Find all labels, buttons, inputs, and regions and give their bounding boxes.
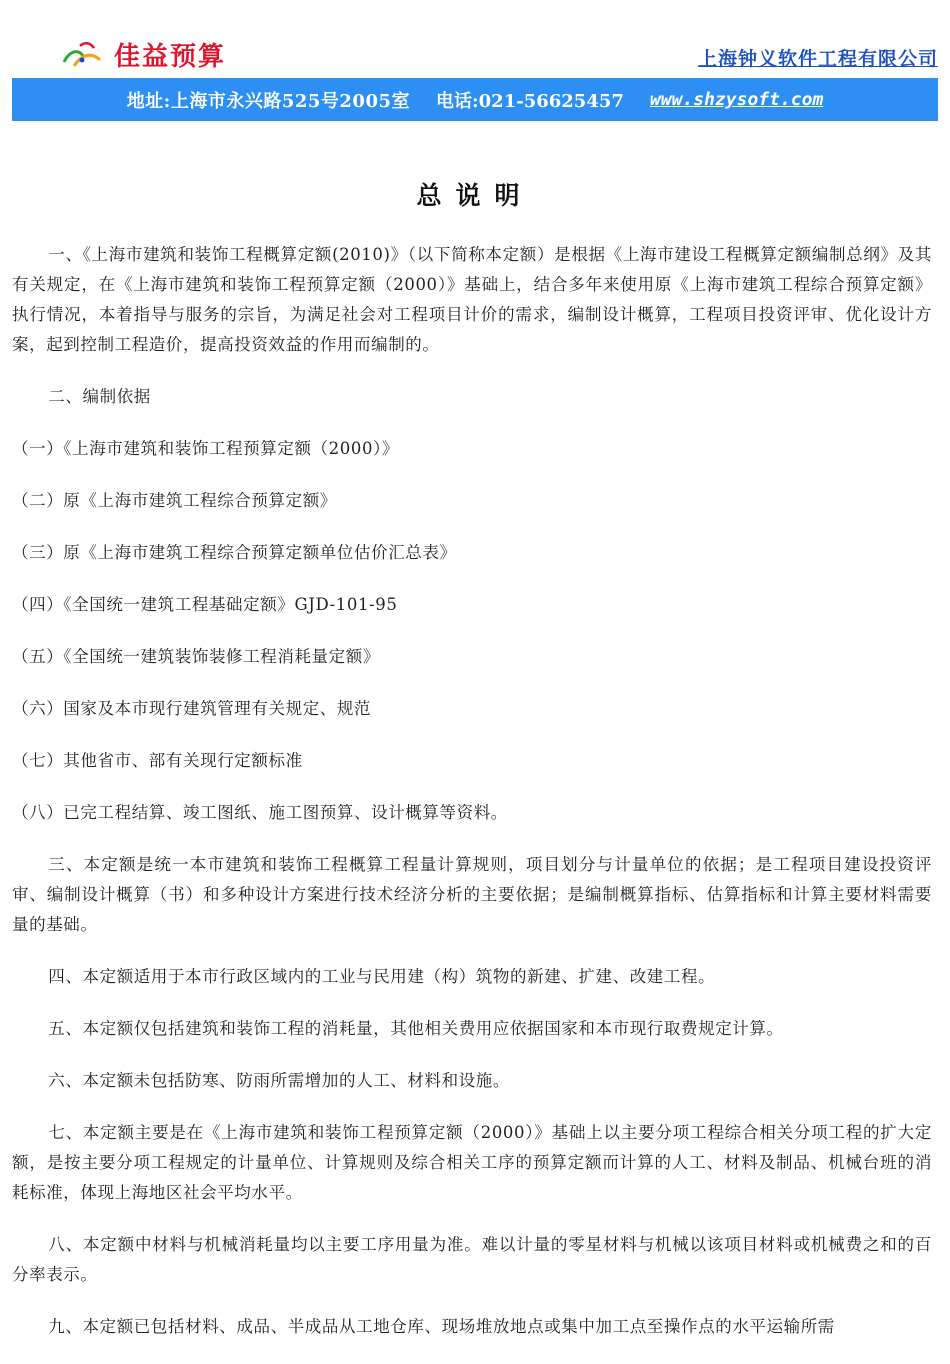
paragraph-3: 三、本定额是统一本市建筑和装饰工程概算工程量计算规则，项目划分与计量单位的依据；是工程项目建设投资评审、编制设计概算（书）和多种设计方案进行技术经济分析的主要依据；是编制概算指标、估算指标和计算主要材料需要量的基础。 bbox=[12, 855, 932, 934]
website-link[interactable]: www.shzysoft.com bbox=[649, 89, 824, 110]
basis-item-2: （二）原《上海市建筑工程综合预算定额》 bbox=[12, 491, 337, 510]
basis-item-6: （六）国家及本市现行建筑管理有关规定、规范 bbox=[12, 699, 372, 718]
company-name-link[interactable]: 上海钟义软件工程有限公司 bbox=[697, 48, 938, 70]
basis-item-4: （四）《全国统一建筑工程基础定额》GJD-101-95 bbox=[12, 595, 398, 614]
document-title: 总说明 bbox=[416, 181, 534, 210]
logo-text: 佳益预算 bbox=[114, 42, 227, 72]
paragraph-9: 九、本定额已包括材料、成品、半成品从工地仓库、现场堆放地点或集中加工点至操作点的水平运输所需 bbox=[48, 1317, 835, 1336]
paragraph-1: 一、《上海市建筑和装饰工程概算定额(2010)》（以下简称本定额）是根据《上海市建设工程概算定额编制总纲》及其有关规定，在《上海市建筑和装饰工程预算定额（2000）》基础上，结合多年来使用原《上海市建筑工程综合预算定额》执行情况，本着指导与服务的宗旨，为满足社会对工程项目计价的需求，编制设计概算，工程项目投资评审、优化设计方案，起到控制工程造价，提高投资效益的作用而编制的。 bbox=[12, 245, 932, 354]
address-text: 地址:上海市永兴路525号2005室 bbox=[126, 90, 411, 112]
document-body bbox=[12, 240, 932, 1364]
basis-item-7: （七）其他省市、部有关现行定额标准 bbox=[12, 751, 303, 770]
basis-item-1: （一）《上海市建筑和装饰工程预算定额（2000）》 bbox=[12, 439, 399, 458]
page-header bbox=[12, 36, 938, 72]
paragraph-8: 八、本定额中材料与机械消耗量均以主要工序用量为准。难以计量的零星材料与机械以该项目材料或机械费之和的百分率表示。 bbox=[12, 1235, 932, 1284]
logo bbox=[60, 36, 226, 73]
paragraph-6: 六、本定额未包括防寒、防雨所需增加的人工、材料和设施。 bbox=[48, 1071, 510, 1090]
paragraph-7: 七、本定额主要是在《上海市建筑和装饰工程预算定额（2000）》基础上以主要分项工程综合相关分项工程的扩大定额，是按主要分项工程规定的计量单位、计算规则及综合相关工序的预算定额而计算的人工、材料及制品、机械台班的消耗标准，体现上海地区社会平均水平。 bbox=[12, 1123, 932, 1202]
paragraph-5: 五、本定额仅包括建筑和装饰工程的消耗量，其他相关费用应依据国家和本市现行取费规定计算。 bbox=[48, 1019, 784, 1038]
phone-text: 电话:021-56625457 bbox=[436, 90, 624, 112]
section-heading-basis: 二、编制依据 bbox=[48, 387, 151, 406]
basis-item-3: （三）原《上海市建筑工程综合预算定额单位估价汇总表》 bbox=[12, 543, 457, 562]
basis-item-8: （八）已完工程结算、竣工图纸、施工图预算、设计概算等资料。 bbox=[12, 803, 508, 822]
contact-banner bbox=[12, 78, 938, 121]
basis-item-5: （五）《全国统一建筑装饰装修工程消耗量定额》 bbox=[12, 647, 380, 666]
logo-icon bbox=[60, 40, 104, 70]
paragraph-4: 四、本定额适用于本市行政区域内的工业与民用建（构）筑物的新建、扩建、改建工程。 bbox=[48, 967, 716, 986]
